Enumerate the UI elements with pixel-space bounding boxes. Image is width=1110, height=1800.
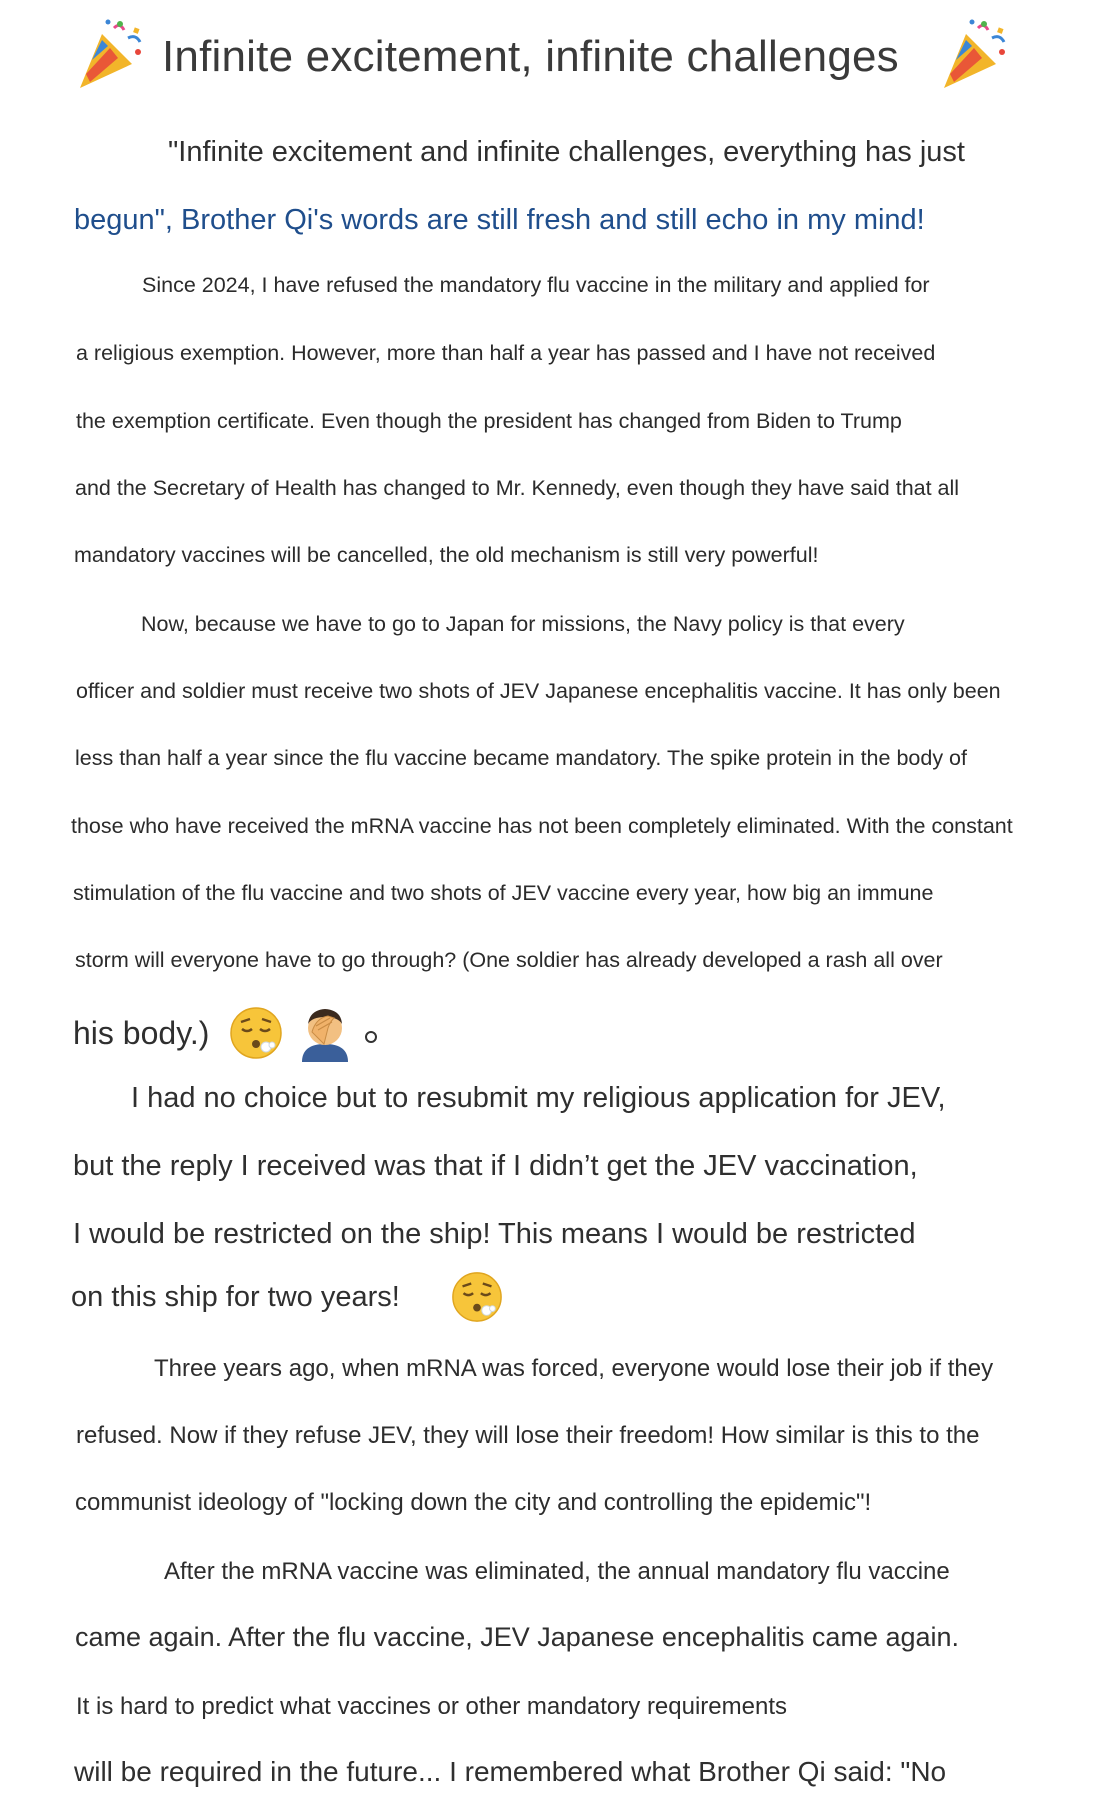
- paragraph-5-line-1: Three years ago, when mRNA was forced, everyone would lose their job if they: [154, 1355, 994, 1382]
- title-row: [0, 14, 1110, 102]
- paragraph-6-line-1: After the mRNA vaccine was eliminated, the annual mandatory flu vaccine: [164, 1558, 950, 1585]
- paragraph-6-line-3: It is hard to predict what vaccines or other mandatory requirements: [76, 1693, 787, 1720]
- paragraph-6-line-2: came again. After the flu vaccine, JEV Japanese encephalitis came again.: [75, 1622, 960, 1652]
- party-popper-icon: [72, 18, 148, 94]
- paragraph-2-line-3: the exemption certificate. Even though the president has changed from Biden to Trump: [76, 409, 902, 433]
- paragraph-3-line-4: those who have received the mRNA vaccine has not been completely eliminated. With the constant: [71, 814, 1013, 838]
- paragraph-3-last-line: [73, 1004, 377, 1064]
- paragraph-3-line-5: stimulation of the flu vaccine and two shots of JEV vaccine every year, how big an immune: [73, 881, 934, 905]
- paragraph-2-line-1: Since 2024, I have refused the mandatory flu vaccine in the military and applied for: [142, 273, 930, 297]
- paragraph-3-line-3: less than half a year since the flu vaccine became mandatory. The spike protein in the body of: [75, 746, 967, 770]
- paragraph-1-line-1: "Infinite excitement and infinite challenges, everything has just: [168, 136, 965, 168]
- party-popper-icon: [936, 18, 1012, 94]
- paragraph-4-line-4: on this ship for two years!: [71, 1280, 400, 1313]
- paragraph-4-last-line: [71, 1270, 504, 1332]
- paragraph-1-line-2: begun", Brother Qi's words are still fresh and still echo in my mind!: [74, 204, 925, 236]
- paragraph-2-line-2: a religious exemption. However, more than half a year has passed and I have not received: [76, 341, 936, 365]
- small-circle-mark: [365, 1031, 377, 1043]
- paragraph-4-line-2: but the reply I received was that if I didn’t get the JEV vaccination,: [73, 1150, 918, 1182]
- paragraph-3-line-2: officer and soldier must receive two shots of JEV Japanese encephalitis vaccine. It has only been: [76, 679, 1001, 703]
- paragraph-2-line-5: mandatory vaccines will be cancelled, the old mechanism is still very powerful!: [74, 543, 819, 567]
- paragraph-4-line-1: I had no choice but to resubmit my religious application for JEV,: [131, 1082, 946, 1114]
- paragraph-2-line-4: and the Secretary of Health has changed to Mr. Kennedy, even though they have said that all: [75, 476, 960, 500]
- paragraph-6-line-4: will be required in the future... I remembered what Brother Qi said: "No: [74, 1756, 947, 1787]
- exhausted-face-icon: [450, 1270, 504, 1324]
- paragraph-5-line-2: refused. Now if they refuse JEV, they will lose their freedom! How similar is this to the: [76, 1422, 980, 1449]
- paragraph-4-line-3: I would be restricted on the ship! This means I would be restricted: [73, 1218, 916, 1250]
- facepalm-icon: [296, 1004, 354, 1062]
- paragraph-3-line-1: Now, because we have to go to Japan for missions, the Navy policy is that every: [141, 612, 905, 636]
- paragraph-3-line-7: his body.): [73, 1014, 210, 1051]
- paragraph-5-line-3: communist ideology of "locking down the city and controlling the epidemic"!: [75, 1489, 872, 1516]
- page-title: Infinite excitement, infinite challenges: [162, 32, 899, 81]
- paragraph-3-line-6: storm will everyone have to go through? (One soldier has already developed a rash all over: [75, 948, 943, 972]
- exhausted-face-icon: [228, 1005, 284, 1061]
